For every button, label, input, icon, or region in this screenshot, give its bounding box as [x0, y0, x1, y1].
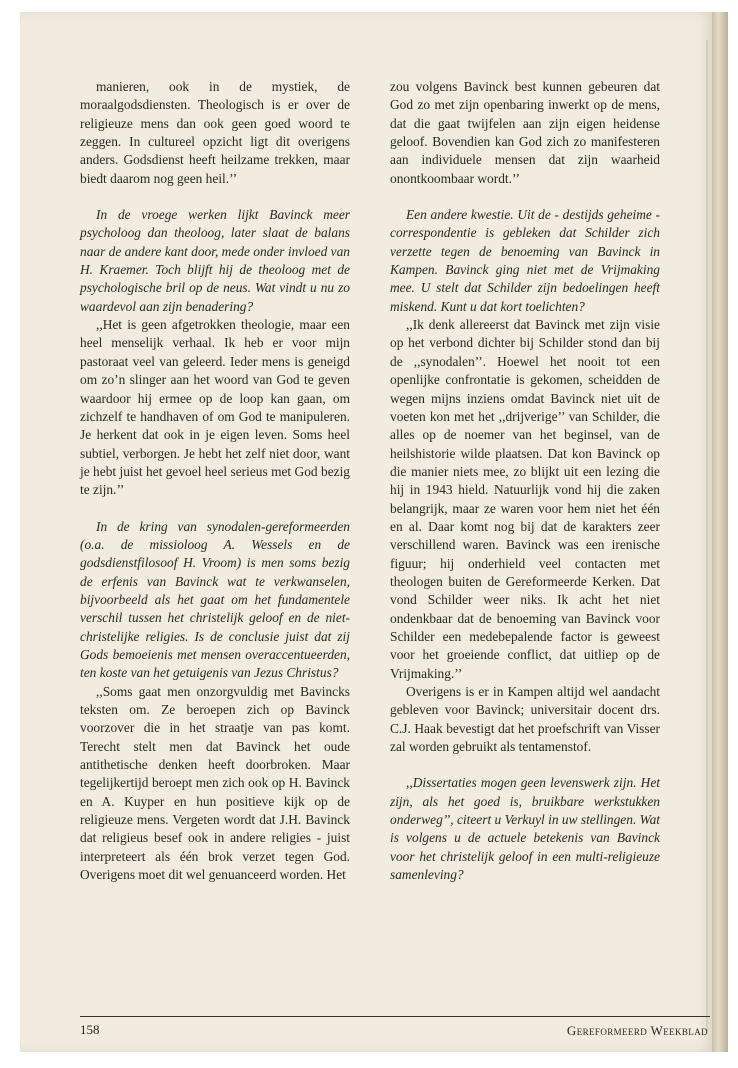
spine-line: [706, 40, 708, 1030]
right-column: [390, 78, 660, 884]
question-l2: In de kring van synodalen-gereformeerden (o.a. de missioloog A. Wessels en de godsdienstfilosoof H. Vroom) is men soms bezig de erfenis van Bavinck wat te verkwanselen, bijvoorbeeld als het gaat om het fundamentele verschil tussen het christelijk geloof en de niet-christelijke religies. Is de conclusie juist dat zij Gods bemoeienis met mensen overaccentueerden, ten koste van het getuigenis van Jezus Christus?: [80, 518, 350, 681]
page-number: 158: [80, 1022, 100, 1037]
paragraph-r1: zou volgens Bavinck best kunnen gebeuren dat God zo met zijn openbaring inwerkt op de mens, dat die gaat twijfelen aan zijn eigen heidense geloof. Bovendien kan God zich zo manifesteren aan individuele mensen dat zijn waarheid onontkoombaar wordt.’’: [390, 79, 660, 186]
journal-title: Gereformeerd Weekblad: [566, 1023, 708, 1038]
question-l1: In de vroege werken lijkt Bavinck meer psycholoog dan theoloog, later slaat de balans naar de andere kant door, mede onder invloed van H. Kraemer. Toch blijft hij de theoloog met de psychologische bril op de neus. Wat vindt u nu zo waardevol aan zijn benadering?: [80, 207, 350, 314]
paragraph-l3: ,,Soms gaat men onzorgvuldig met Bavincks teksten om. Ze beroepen zich op Bavinck voorzover die in het straatje van pas komt. Terecht stelt men dat Bavinck het oude antithetische denken heeft doorbroken. Maar tegelijkertijd beroept men zich ook op H. Bavinck en A. Kuyper en hun positieve kijk op de religieuze mens. Vergeten wordt dat J.H. Bavinck dat religieus besef ook in andere religies - juist interpreteert als één brok verzet tegen God. Overigens moet dit wel genuanceerd worden. Het: [80, 683, 350, 883]
paragraph-r3: Overigens is er in Kampen altijd wel aandacht gebleven voor Bavinck; universitair docent drs. C.J. Haak bevestigt dat het proefschrift van Visser zal worden gebruikt als tentamenstof.: [390, 684, 660, 755]
page-edge: [712, 12, 728, 1052]
paragraph-r2: ,,Ik denk allereerst dat Bavinck met zijn visie op het verbond dichter bij Schilder stond dan bij de ,,synodalen’’. Hoewel het nooit tot een openlijke confrontatie is gekomen, scheidden de wegen mijns inziens omdat Bavinck niet uit de voeten kon met het ,,drijverige’’ van Schilder, die alles op de noemer van het beginsel, van de heilshistorie wilde plaatsen. Dat kon Bavinck op die manier niets mee, zo blijkt uit een lezing die hij in 1943 hield. Natuurlijk vond hij die zaken belangrijk, maar ze waren voor hem niet het één en al. Daar komt nog bij dat de karakters zeer verschillend waren. Bavinck was een irenische figuur; hij onderhield veel contacten met theologen buiten de Gereformeerde Kerken. Dat vond Schilder weer niks. Ik acht het niet ondenkbaar dat de benoeming van Bavinck voor Schilder een medebepalende factor is geweest voor het groeiende conflict, dat uitliep op de Vrijmaking.’’: [390, 317, 660, 681]
question-r2: ,,Dissertaties mogen geen levenswerk zijn. Het zijn, als het goed is, bruikbare werkstukken onderweg’’, citeert u Verkuyl in uw stellingen. Wat is volgens u de actuele betekenis van Bavinck voor het christelijk geloof in een multi-religieuze samenleving?: [390, 775, 660, 883]
paragraph-l1: manieren, ook in de mystiek, de moraalgodsdiensten. Theologisch is er over de religieuze mens dan ook geen goed woord te zeggen. In cultureel opzicht ligt dit overigens anders. Godsdienst heeft heilzame trekken, maar biedt daarom nog geen heil.’’: [80, 79, 350, 186]
footer-rule: [80, 1016, 710, 1017]
question-r1: Een andere kwestie. Uit de - destijds geheime - correspondentie is gebleken dat Schilder zich verzette tegen de benoeming van Bavinck in Kampen. Bavinck ging niet met de Vrijmaking mee. U stelt dat Schilder zijn bedoelingen heeft miskend. Kunt u dat kort toelichten?: [390, 207, 660, 314]
paragraph-l2: ,,Het is geen afgetrokken theologie, maar een heel menselijk verhaal. Ik heb er voor mijn pastoraat veel van geleerd. Ieder mens is geneigd om zo’n slinger aan het woord van God te geven waardoor hij ermee op de loop kan gaan, om zichzelf te handhaven of om God te manipuleren. Je herkent dat ook in je eigen leven. Soms heel subtiel, verborgen. Je hebt het zelf niet door, want je hebt juist het gevoel heel serieus met God bezig te zijn.’’: [80, 317, 350, 498]
left-column: [80, 78, 350, 884]
